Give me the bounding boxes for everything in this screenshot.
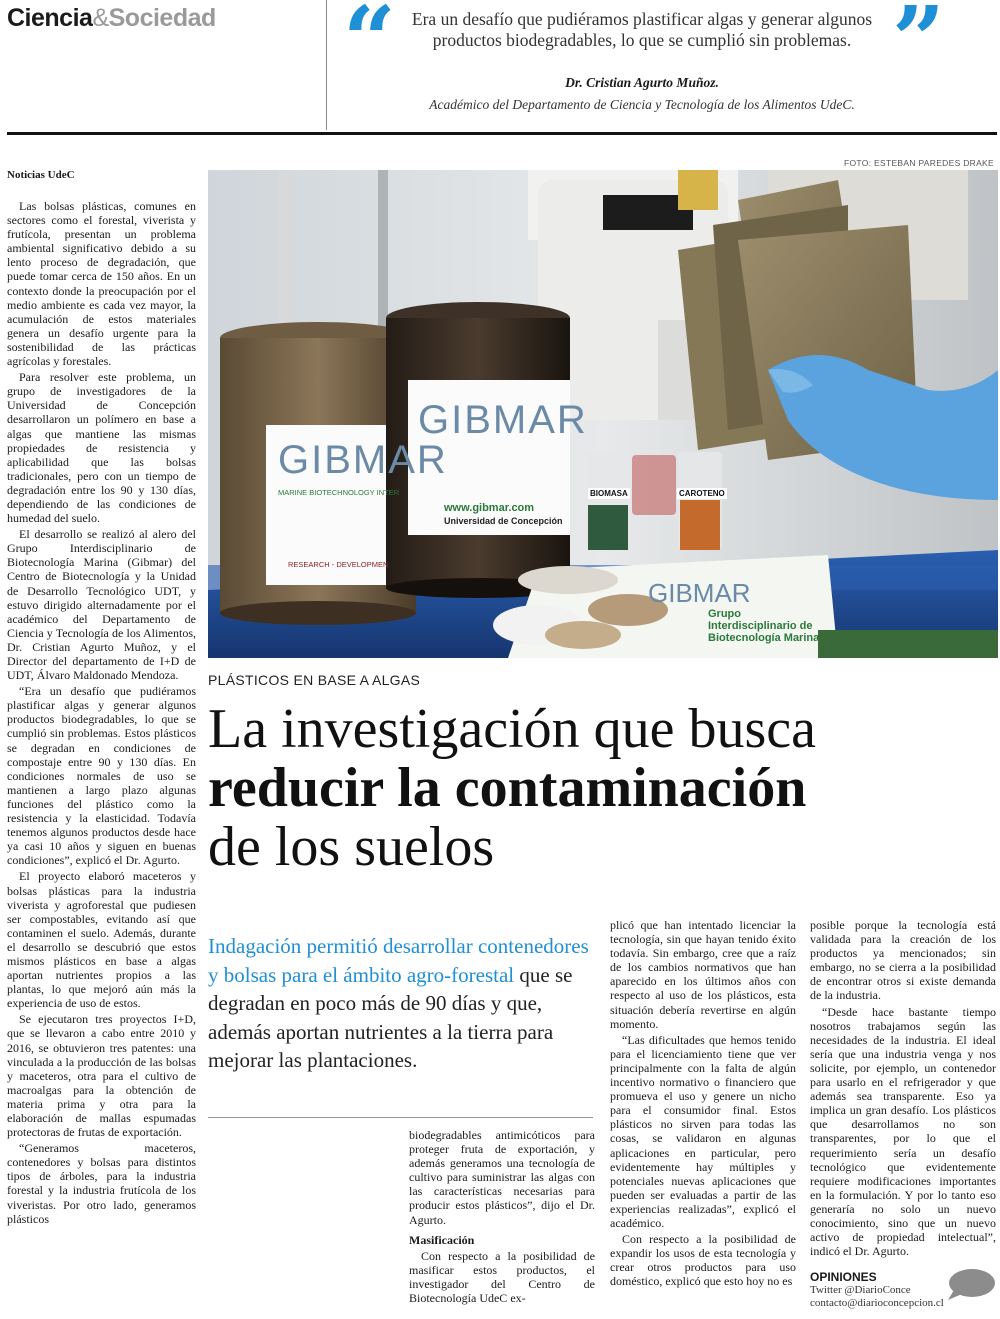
- opiniones-twitter[interactable]: Twitter @DiarioConce: [810, 1284, 911, 1296]
- vial-label-biomasa: BIOMASA: [590, 489, 628, 498]
- paragraph: Las bolsas plásticas, comunes en sectores como el forestal, viverista y frutícola, presentan un problema ambiental significativo debido a su lento proceso de degradación, que puede tomar cerca de 150 años. En un contexto donde la preocupación por el medio ambiente es cada vez mayor, la acumulación de estos materiales genera un desafío urgente para la sostenibilidad de las prácticas agrícolas y forestales.: [7, 199, 196, 369]
- opiniones-title: OPINIONES: [810, 1270, 877, 1284]
- header-quote-role: Académico del Departamento de Ciencia y Tecnología de los Alimentos UdeC.: [429, 97, 855, 112]
- jar-label-gibmar-2: GIBMAR: [418, 398, 588, 442]
- article-column-1: [7, 199, 196, 1228]
- section-title: [7, 4, 216, 33]
- close-quote-icon: ”: [892, 0, 945, 94]
- headline-line-3: de los suelos: [208, 816, 495, 878]
- article-column-3: [610, 918, 796, 1290]
- paragraph: Se ejecutaron tres proyectos I+D, que se llevaron a cabo entre 2010 y 2016, se obtuvieron tres patentes: una vinculada a la producción de las bolsas y maceteros, otra para el cultivo de macroalgas para la obtención de materia prima y otra para la elaboración de mallas espumadas protectoras de frutas de exportación.: [7, 1012, 196, 1140]
- header-pull-quote: Era un desafío que pudiéramos plastificar algas y generar algunos productos biodegradables, lo que se cumplió sin problemas.: [411, 9, 873, 50]
- article-headline: [208, 700, 998, 877]
- paragraph: Con respecto a la posibilidad de expandir los usos de esta tecnología y crear otros productos para uso doméstico, explicó que esto hoy no es: [610, 1232, 796, 1289]
- jar-label-gibmar-1: GIBMAR: [278, 438, 448, 482]
- speech-bubble-icon: [946, 1268, 996, 1302]
- article-lead: [208, 932, 593, 1075]
- opiniones-email[interactable]: contacto@diarioconcepcion.cl: [810, 1296, 944, 1309]
- header-quote-author: Dr. Cristian Agurto Muñoz.: [565, 75, 719, 90]
- jar-label-url: www.gibmar.com: [444, 502, 535, 514]
- brochure-title: GIBMAR: [648, 578, 751, 608]
- article-column-4: [810, 918, 996, 1260]
- jar-label-university: Universidad de Concepción: [444, 516, 563, 526]
- paragraph: El proyecto elaboró maceteros y bolsas plásticas para la industria viverista y agroforestal que pudiesen ser compostables, evitando así que contaminen el suelo. Además, durante el desarrollo se descubrió que estos mismos plásticos en base a algas aportan nutrientes propios a las plantas, lo que mejoró aún más la experiencia de uso de estos.: [7, 869, 196, 1011]
- headline-line-1: La investigación que busca: [208, 698, 817, 760]
- lab-scene-illustration: [208, 170, 998, 658]
- header-rule: [7, 132, 997, 135]
- paragraph: plicó que han intentado licenciar la tecnología, sin que hayan tenido éxito todavía. Sin embargo, cree que a raíz de los cambios normativos que han aparecido en los últimos años con respecto al uso de los plásticos, esta situación debería revertirse en algún momento.: [610, 918, 796, 1031]
- paragraph: Para resolver este problema, un grupo de investigadores de la Universidad de Concepción desarrollaron un polímero en base a algas que mantiene las mismas propiedades de resistencia y aplicabilidad que las bolsas tradicionales, pero con un tiempo de degradación entre los 90 y 130 días, dependiendo de las condiciones de humedad del suelo.: [7, 370, 196, 526]
- subheading-masificacion: Masificación: [409, 1232, 475, 1247]
- paragraph: El desarrollo se realizó al alero del Grupo Interdisciplinario de Biotecnología Marina (Gibmar) del Centro de Biotecnología y la Unidad de Desarrollo Tecnológico UDT, y estuvo dirigido alternadamente por el académico del Departamento de Ciencia y Tecnología de los Alimentos, Dr. Cristian Agurto Muñoz, y el Director del departamento de I+D de UDT, Álvaro Maldonado Mendoza.: [7, 527, 196, 683]
- article-kicker: PLÁSTICOS EN BASE A ALGAS: [208, 672, 421, 688]
- jar-label-sub-2: RESEARCH - DEVELOPMEN: [288, 560, 389, 569]
- jar-label-sub-1: MARINE BIOTECHNOLOGY INTER: [278, 488, 400, 497]
- photo-credit: FOTO: ESTEBAN PAREDES DRAKE: [844, 158, 994, 168]
- lead-text: que se degradan en poco más de 90 días y que, además aportan nutrientes a la tierra para mejorar las plantaciones.: [208, 962, 573, 1072]
- article-byline: Noticias UdeC: [7, 169, 75, 181]
- paragraph: biodegradables antimicóticos para proteger fruta de exportación, y además generamos una tecnología de cultivo para suministrar las algas con las características necesarias para producir estos plásticos”, dijo el Dr. Agurto.: [409, 1128, 595, 1227]
- brochure-subtitle-3: Biotecnología Marina: [708, 632, 820, 644]
- lead-highlight: Indagación permitió desarrollar contenedores y bolsas para el ámbito agro-forestal: [208, 934, 589, 987]
- article-column-2: [409, 1128, 595, 1307]
- headline-line-2: reducir la contaminación: [208, 757, 807, 819]
- brochure-subtitle-2: Interdisciplinario de: [708, 620, 813, 632]
- section-title-ampersand: &: [92, 4, 109, 32]
- section-title-sociedad: Sociedad: [108, 4, 216, 32]
- vial-label-caroteno: CAROTENO: [679, 489, 725, 498]
- paragraph: “Desde hace bastante tiempo nosotros trabajamos según las necesidades de la industria. El ideal sería que una industria venga y nos solicite, por ejemplo, un contenedor para usarlo en el refrigerador y que además sea transparente. Eso ya implica un gran desafío. Los plásticos que desarrollamos no son transparentes, por lo que el requerimiento sería un desafío tecnológico que evidentemente requiere modificaciones importantes en la formulación. Y por lo tanto eso generaría no solo un nuevo conocimiento, sino que un nuevo activo de propiedad intelectual”, indicó el Dr. Agurto.: [810, 1004, 996, 1259]
- paragraph: “Las dificultades que hemos tenido para el licenciamiento tiene que ver principalmente con la falta de algún incentivo normativo o financiero que promueva el uso y genere un nicho para el consumidor final. Estos plásticos no sirven para todas las cosas, se validaron en algunas aplicaciones en particular, pero evidentemente hay múltiples y potenciales nuevas aplicaciones que pueden ser evaluadas a partir de las experiencias realizadas”, explicó el académico.: [610, 1032, 796, 1230]
- lead-divider: [208, 1117, 593, 1118]
- brochure-subtitle: [708, 608, 819, 644]
- paragraph: posible porque la tecnología está validada para la creación de los productos ya mencionados; sin embargo, no se cierra a la posibilidad de encontrar otros si existe demanda de la industria.: [810, 918, 996, 1003]
- paragraph: “Era un desafío que pudiéramos plastificar algas y generar algunos productos biodegradables, lo que se cumplió sin problemas. Estos plásticos se degradan en condiciones de compostaje entre 90 y 130 días. En condiciones normales de uso se mantienen a largo plazo algunas funciones del plástico como la resistencia y la elasticidad. Todavía tenemos algunos productos desde hace ya casi 10 años y siguen en buenas condiciones”, explicó el Dr. Agurto.: [7, 684, 196, 868]
- paragraph: “Generamos maceteros, contenedores y bolsas para distintos tipos de árboles, para la industria forestal y la industria frutícola de los viveristas. Por otro lado, generamos plásticos: [7, 1141, 196, 1226]
- header-divider: [326, 0, 327, 130]
- section-title-ciencia: Ciencia: [7, 4, 93, 32]
- brochure-subtitle-1: Grupo: [708, 608, 741, 620]
- open-quote-icon: “: [343, 0, 396, 94]
- paragraph: Con respecto a la posibilidad de masificar estos productos, el investigador del Centro de Biotecnología UdeC ex-: [409, 1248, 595, 1306]
- article-photo: [208, 170, 998, 658]
